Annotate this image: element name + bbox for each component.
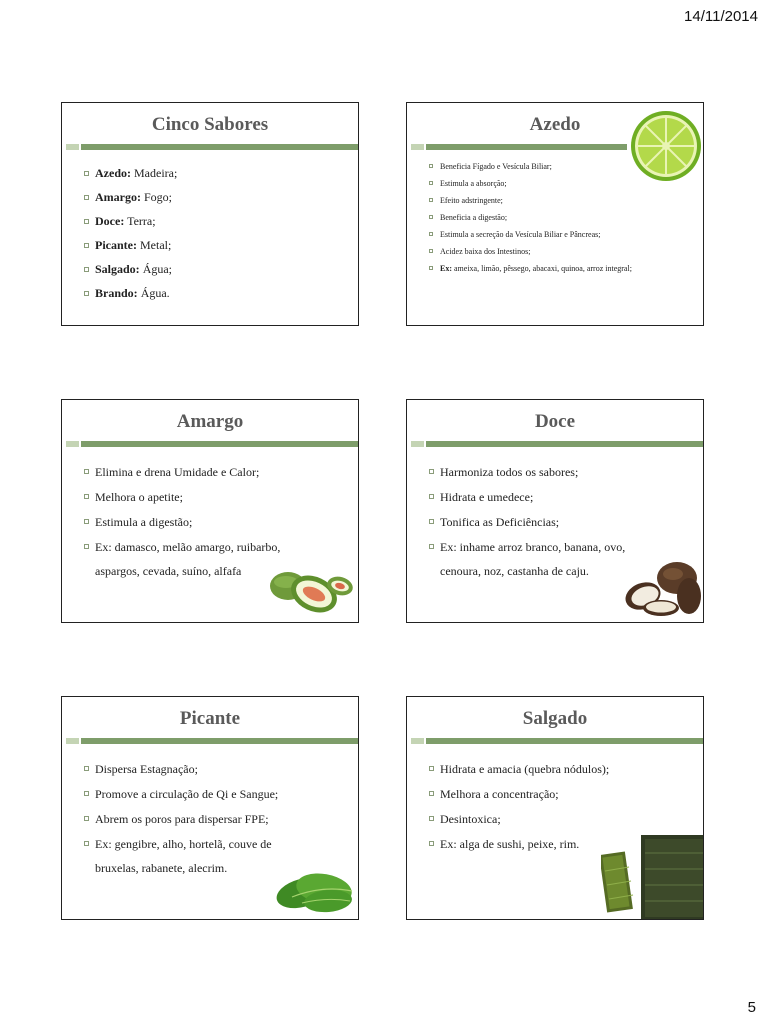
- list-item: [429, 245, 691, 258]
- square-bullet-icon: [84, 469, 89, 474]
- square-bullet-icon: [429, 791, 434, 796]
- title-divider-left: [66, 144, 79, 150]
- item-text: Hidrata e umedece;: [440, 490, 534, 504]
- square-bullet-icon: [84, 243, 89, 248]
- item-key: Ex:: [440, 264, 452, 273]
- list-item: [429, 228, 691, 241]
- square-bullet-icon: [84, 267, 89, 272]
- item-key: Brando:: [95, 286, 138, 300]
- list-item: [84, 259, 346, 279]
- list-item: [84, 283, 346, 303]
- slide-picante: [61, 696, 359, 920]
- item-text: Elimina e drena Umidade e Calor;: [95, 465, 260, 479]
- title-divider: [81, 738, 358, 744]
- square-bullet-icon: [429, 198, 433, 202]
- square-bullet-icon: [429, 266, 433, 270]
- square-bullet-icon: [84, 291, 89, 296]
- seaweed-icon: [601, 835, 704, 920]
- square-bullet-icon: [429, 232, 433, 236]
- item-text: Tonifica as Deficiências;: [440, 515, 560, 529]
- list-item: [429, 194, 691, 207]
- list-item: [429, 211, 691, 224]
- title-divider-left: [411, 144, 424, 150]
- square-bullet-icon: [429, 181, 433, 185]
- square-bullet-icon: [84, 219, 89, 224]
- item-key: Doce:: [95, 214, 125, 228]
- square-bullet-icon: [84, 171, 89, 176]
- list-item: [84, 211, 346, 231]
- slide-title: Picante: [179, 708, 241, 729]
- item-key: Amargo:: [95, 190, 141, 204]
- list-item: [84, 510, 346, 534]
- list-item: [429, 782, 691, 806]
- header-date: 14/11/2014: [684, 8, 758, 25]
- bullet-list: [429, 160, 691, 279]
- list-item: [429, 485, 691, 509]
- title-divider-left: [66, 441, 79, 447]
- item-text: Efeito adstringente;: [440, 196, 503, 205]
- square-bullet-icon: [429, 544, 434, 549]
- list-item: [429, 510, 691, 534]
- square-bullet-icon: [84, 544, 89, 549]
- item-text: Ex: alga de sushi, peixe, rim.: [440, 837, 580, 851]
- slide-doce: [406, 399, 704, 623]
- list-item: [84, 187, 346, 207]
- item-text: Beneficia Fígado e Vesícula Biliar;: [440, 162, 552, 171]
- item-text: Fogo;: [140, 190, 172, 204]
- title-divider: [426, 144, 627, 150]
- slide-title: Doce: [534, 411, 576, 432]
- square-bullet-icon: [84, 195, 89, 200]
- square-bullet-icon: [429, 164, 433, 168]
- square-bullet-icon: [429, 841, 434, 846]
- item-text: Abrem os poros para dispersar FPE;: [95, 812, 269, 826]
- slide-title: Azedo: [529, 114, 581, 135]
- square-bullet-icon: [429, 215, 433, 219]
- list-item: [84, 460, 346, 484]
- item-text: Melhora a concentração;: [440, 787, 559, 801]
- item-text: Beneficia a digestão;: [440, 213, 508, 222]
- item-text: Metal;: [136, 238, 172, 252]
- list-item: [429, 160, 691, 173]
- item-text: Acidez baixa dos Intestinos;: [440, 247, 531, 256]
- item-text: ameixa, limão, pêssego, abacaxi, quinoa, arroz integral;: [452, 264, 632, 273]
- item-text: Desintoxica;: [440, 812, 501, 826]
- square-bullet-icon: [429, 816, 434, 821]
- list-item: [84, 163, 346, 183]
- square-bullet-icon: [84, 494, 89, 499]
- square-bullet-icon: [429, 494, 434, 499]
- list-item: [84, 782, 346, 806]
- square-bullet-icon: [84, 519, 89, 524]
- bullet-list: [84, 163, 346, 307]
- item-text: Terra;: [124, 214, 156, 228]
- title-divider-left: [411, 738, 424, 744]
- bitter-melon-icon: [266, 564, 356, 620]
- item-text: Harmoniza todos os sabores;: [440, 465, 579, 479]
- slide-azedo: [406, 102, 704, 326]
- slide-title: Cinco Sabores: [151, 114, 269, 135]
- list-item: [429, 807, 691, 831]
- mint-leaves-icon: [272, 867, 358, 917]
- bullet-list: [84, 757, 346, 881]
- item-text: Ex: damasco, melão amargo, ruibarbo, aspargos, cevada, suíno, alfafa: [95, 540, 281, 578]
- list-item: [429, 757, 691, 781]
- square-bullet-icon: [84, 766, 89, 771]
- square-bullet-icon: [429, 519, 434, 524]
- item-text: Melhora o apetite;: [95, 490, 183, 504]
- item-text: Ex: inhame arroz branco, banana, ovo, cenoura, noz, castanha de caju.: [440, 540, 626, 578]
- item-text: Hidrata e amacia (quebra nódulos);: [440, 762, 610, 776]
- square-bullet-icon: [429, 249, 433, 253]
- list-item: [84, 807, 346, 831]
- item-text: Ex: gengibre, alho, hortelã, couve de bruxelas, rabanete, alecrim.: [95, 837, 272, 875]
- title-divider-left: [66, 738, 79, 744]
- list-item: [84, 235, 346, 255]
- item-text: Promove a circulação de Qi e Sangue;: [95, 787, 279, 801]
- slide-cinco-sabores: [61, 102, 359, 326]
- item-text: Água;: [139, 262, 173, 276]
- list-item: [429, 177, 691, 190]
- title-divider: [81, 144, 358, 150]
- list-item: [429, 460, 691, 484]
- square-bullet-icon: [84, 791, 89, 796]
- list-item: [84, 757, 346, 781]
- slide-title: Amargo: [176, 411, 244, 432]
- square-bullet-icon: [84, 841, 89, 846]
- item-text: Estimula a secreção da Vesícula Biliar e Pâncreas;: [440, 230, 601, 239]
- title-divider: [81, 441, 358, 447]
- title-divider-left: [411, 441, 424, 447]
- item-text: Estimula a digestão;: [95, 515, 193, 529]
- item-text: Estimula a absorção;: [440, 179, 507, 188]
- item-text: Dispersa Estagnação;: [95, 762, 198, 776]
- square-bullet-icon: [429, 766, 434, 771]
- yam-icon: [621, 560, 703, 620]
- slide-title: Salgado: [522, 708, 588, 729]
- item-key: Picante:: [95, 238, 137, 252]
- list-item: [84, 485, 346, 509]
- slide-amargo: [61, 399, 359, 623]
- list-item: [429, 262, 691, 275]
- item-text: Madeira;: [131, 166, 178, 180]
- square-bullet-icon: [84, 816, 89, 821]
- item-key: Salgado:: [95, 262, 140, 276]
- item-key: Azedo:: [95, 166, 131, 180]
- page-number: 5: [747, 999, 756, 1016]
- title-divider: [426, 441, 703, 447]
- item-text: Água.: [137, 286, 170, 300]
- slide-salgado: [406, 696, 704, 920]
- title-divider: [426, 738, 703, 744]
- square-bullet-icon: [429, 469, 434, 474]
